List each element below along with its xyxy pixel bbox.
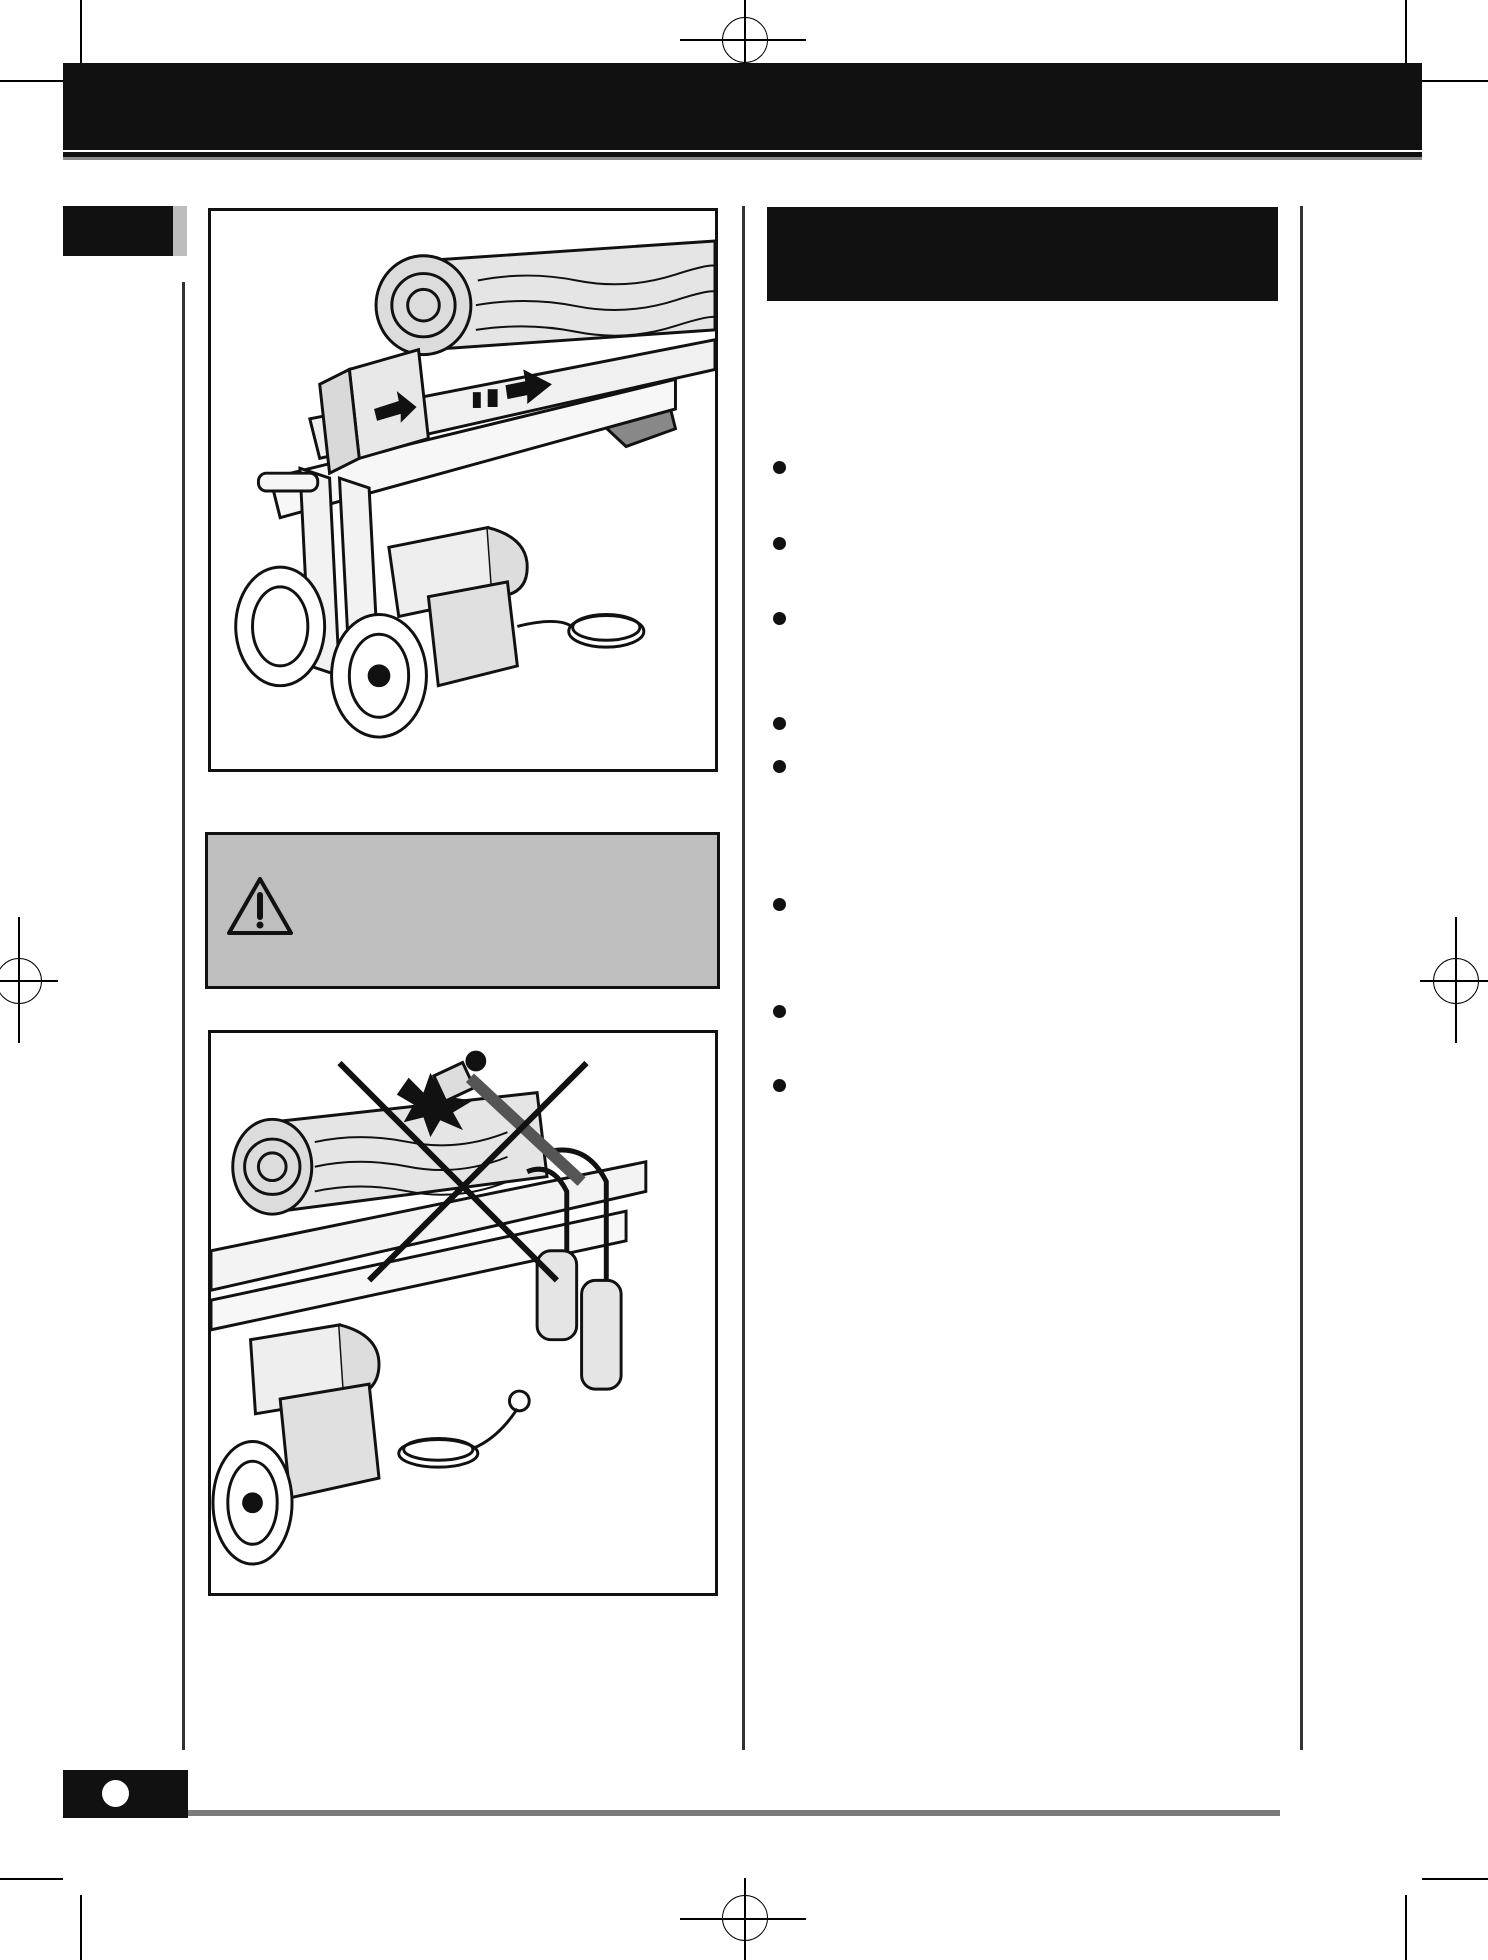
crop-mark [0, 1878, 63, 1880]
crop-mark [80, 1895, 82, 1960]
header-band [63, 63, 1422, 150]
crop-mark [1405, 0, 1407, 63]
bullet-point [773, 537, 786, 550]
crop-mark [1422, 80, 1488, 82]
page-number-dot [102, 1780, 129, 1807]
center-column-rule [742, 206, 745, 1750]
right-column-rule [1300, 206, 1303, 1750]
left-column-rule [182, 282, 185, 1750]
header-rule-shadow [63, 157, 1422, 160]
crop-mark [0, 80, 63, 82]
bullet-point [773, 898, 786, 911]
no-hammer-figure [208, 1030, 718, 1596]
log-splitter-illustration [211, 211, 715, 769]
bullet-point [773, 1005, 786, 1018]
crop-mark [1422, 1878, 1488, 1880]
log-loading-figure [208, 208, 718, 772]
bullet-point [773, 1079, 786, 1092]
bullet-point [773, 717, 786, 730]
crop-mark [80, 0, 82, 63]
bullet-point [773, 612, 786, 625]
footer-tab [63, 1770, 188, 1818]
bullet-point [773, 461, 786, 474]
warning-triangle-icon [226, 875, 294, 937]
prohibited-hammer-illustration [211, 1033, 715, 1593]
crop-mark [1405, 1895, 1407, 1960]
section-tab [63, 206, 173, 256]
section-heading [767, 207, 1278, 301]
warning-box [205, 832, 720, 989]
section-tab-shadow [173, 206, 187, 256]
footer-rule [188, 1810, 1280, 1816]
bullet-point [773, 760, 786, 773]
